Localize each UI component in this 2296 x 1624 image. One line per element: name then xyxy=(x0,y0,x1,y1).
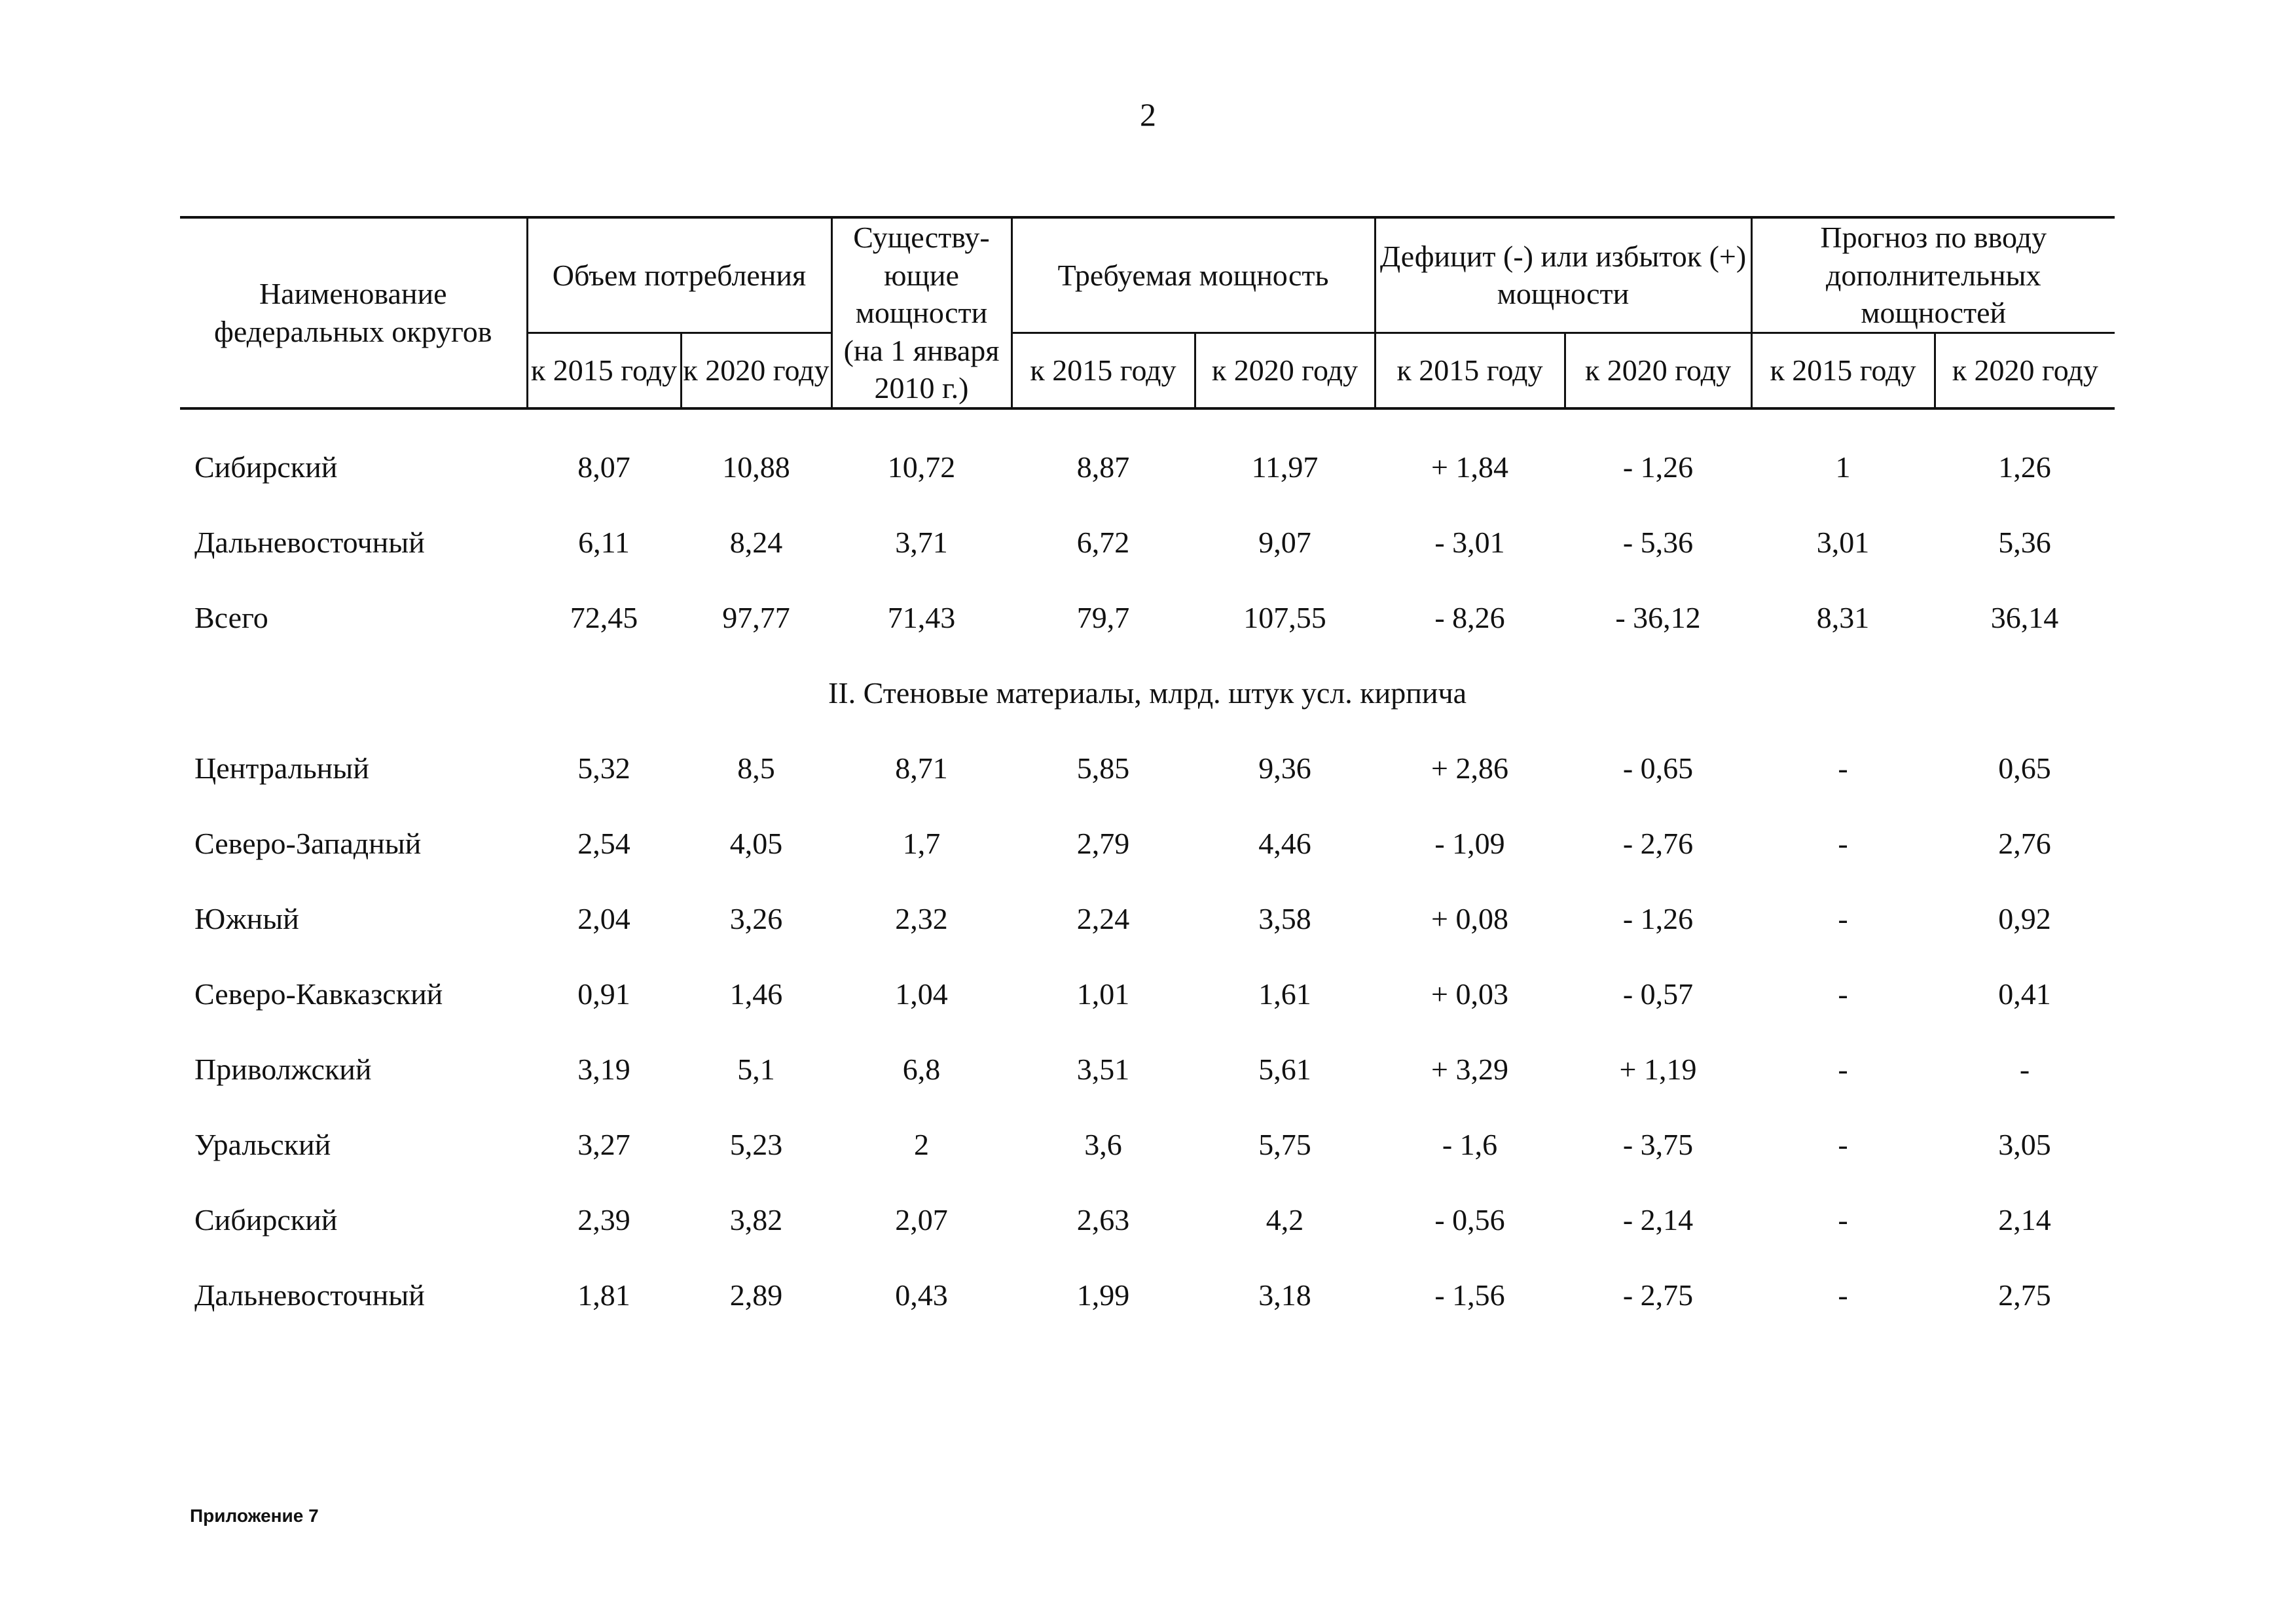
table-cell: 5,23 xyxy=(729,1127,783,1161)
table-cell: - 1,6 xyxy=(1442,1127,1498,1161)
table-cell: 2,24 xyxy=(1076,901,1130,935)
header-deficit-surplus: Дефицит (-) или избыток (+) мощности xyxy=(1375,217,1751,333)
table-cell: - 0,65 xyxy=(1622,751,1694,785)
table-cell: - 1,56 xyxy=(1434,1278,1505,1312)
table-cell: - xyxy=(1838,1052,1848,1086)
row-district-name: Сибирский xyxy=(194,450,338,484)
table-cell: 8,24 xyxy=(729,525,783,559)
header-forecast-2015: к 2015 году xyxy=(1751,333,1935,408)
table-cell: 0,65 xyxy=(1998,751,2051,785)
table-cell: - 1,26 xyxy=(1622,450,1694,484)
table-cell: 4,46 xyxy=(1258,826,1311,860)
header-volume-2015: к 2015 году xyxy=(527,333,681,408)
table-cell: + 3,29 xyxy=(1431,1052,1508,1086)
row-district-name: Северо-Кавказский xyxy=(194,977,443,1011)
table-cell: 8,71 xyxy=(895,751,948,785)
table-cell: 71,43 xyxy=(887,600,956,634)
table-cell: 5,1 xyxy=(737,1052,775,1086)
table-cell: 4,05 xyxy=(729,826,783,860)
table-row xyxy=(180,956,2115,1032)
table-cell: - 3,01 xyxy=(1434,525,1505,559)
table-cell: + 1,19 xyxy=(1619,1052,1697,1086)
table-cell: 9,36 xyxy=(1258,751,1311,785)
table-cell: 3,82 xyxy=(729,1202,783,1236)
page-number: 2 xyxy=(1140,96,1156,133)
capacity-table xyxy=(180,216,2115,1333)
table-row xyxy=(180,1032,2115,1107)
table-cell: - xyxy=(1838,977,1848,1011)
table-cell: 107,55 xyxy=(1243,600,1326,634)
header-required-capacity: Требуемая мощность xyxy=(1011,217,1375,333)
table-cell: 72,45 xyxy=(570,600,638,634)
table-cell: 3,18 xyxy=(1258,1278,1311,1312)
table-cell: 2,76 xyxy=(1998,826,2051,860)
table-cell: - 0,57 xyxy=(1622,977,1694,1011)
table-cell: 8,87 xyxy=(1076,450,1130,484)
table-cell: 5,85 xyxy=(1076,751,1130,785)
table-cell: 0,41 xyxy=(1998,977,2051,1011)
header-forecast-2020: к 2020 году xyxy=(1935,333,2115,408)
table-row xyxy=(180,580,2115,655)
table-cell: - xyxy=(2019,1052,2030,1086)
table-cell: 3,26 xyxy=(729,901,783,935)
table-body xyxy=(180,408,2115,1333)
table-cell: - xyxy=(1838,901,1848,935)
table-cell: 2,32 xyxy=(895,901,948,935)
table-row xyxy=(180,505,2115,580)
table-cell: - 8,26 xyxy=(1434,600,1505,634)
row-district-name: Центральный xyxy=(194,751,369,785)
table-cell: - xyxy=(1838,751,1848,785)
table-row xyxy=(180,1257,2115,1333)
table-cell: 6,72 xyxy=(1076,525,1130,559)
table-cell: 2 xyxy=(914,1127,929,1161)
table-cell: 1,04 xyxy=(895,977,948,1011)
section-title: II. Стеновые материалы, млрд. штук усл. кирпича xyxy=(828,676,1467,710)
row-district-name: Приволжский xyxy=(194,1052,372,1086)
table-cell: 1,61 xyxy=(1258,977,1311,1011)
table-cell: 2,63 xyxy=(1076,1202,1130,1236)
table-cell: 1,99 xyxy=(1076,1278,1130,1312)
table-cell: - 0,56 xyxy=(1434,1202,1505,1236)
table-cell: - 2,14 xyxy=(1622,1202,1694,1236)
table-cell: 2,07 xyxy=(895,1202,948,1236)
table-cell: - 1,09 xyxy=(1434,826,1505,860)
table-cell: 10,88 xyxy=(722,450,790,484)
appendix-label: Приложение 7 xyxy=(190,1506,319,1526)
table-cell: 6,8 xyxy=(902,1052,941,1086)
table-cell: + 0,03 xyxy=(1431,977,1508,1011)
header-deficit-2020: к 2020 году xyxy=(1565,333,1751,408)
table-cell: 3,01 xyxy=(1816,525,1870,559)
table-cell: + 2,86 xyxy=(1431,751,1508,785)
header-volume-2020: к 2020 году xyxy=(681,333,831,408)
table-cell: 8,5 xyxy=(737,751,775,785)
table-cell: 3,6 xyxy=(1084,1127,1122,1161)
table-cell: 79,7 xyxy=(1076,600,1130,634)
table-cell: - 3,75 xyxy=(1622,1127,1694,1161)
table-cell: 3,27 xyxy=(577,1127,630,1161)
row-district-name: Дальневосточный xyxy=(194,1278,425,1312)
table-cell: 2,54 xyxy=(577,826,630,860)
table-cell: - 2,75 xyxy=(1622,1278,1694,1312)
row-district-name: Северо-Западный xyxy=(194,826,422,860)
table-cell: 5,36 xyxy=(1998,525,2051,559)
header-district-name: Наименование федеральных округов xyxy=(180,217,527,408)
table-row xyxy=(180,1182,2115,1257)
table-cell: 36,14 xyxy=(1990,600,2059,634)
table-row xyxy=(180,806,2115,881)
table-cell: 0,43 xyxy=(895,1278,948,1312)
table-row xyxy=(180,1107,2115,1182)
table-cell: - xyxy=(1838,1127,1848,1161)
table-cell: 9,07 xyxy=(1258,525,1311,559)
table-cell: 11,97 xyxy=(1251,450,1319,484)
row-district-name: Южный xyxy=(194,901,299,935)
table-cell: 8,07 xyxy=(577,450,630,484)
table-row xyxy=(180,408,2115,505)
table-cell: 3,51 xyxy=(1076,1052,1130,1086)
table-row xyxy=(180,881,2115,956)
table-cell: 3,71 xyxy=(895,525,948,559)
table-cell: 2,79 xyxy=(1076,826,1130,860)
table-cell: - 36,12 xyxy=(1615,600,1701,634)
table-cell: - 1,26 xyxy=(1622,901,1694,935)
table-cell: + 1,84 xyxy=(1431,450,1508,484)
table-cell: 2,75 xyxy=(1998,1278,2051,1312)
table-cell: 1,7 xyxy=(902,826,941,860)
table-cell: 1,46 xyxy=(729,977,783,1011)
table-cell: 97,77 xyxy=(722,600,790,634)
table-cell: - xyxy=(1838,1202,1848,1236)
table-cell: 4,2 xyxy=(1266,1202,1304,1236)
table-cell: 1,26 xyxy=(1998,450,2051,484)
header-required-2020: к 2020 году xyxy=(1195,333,1375,408)
table-cell: 2,04 xyxy=(577,901,630,935)
table-cell: 8,31 xyxy=(1816,600,1870,634)
table-cell: 2,89 xyxy=(729,1278,783,1312)
table-cell: 0,92 xyxy=(1998,901,2051,935)
table-cell: 10,72 xyxy=(887,450,956,484)
header-required-2015: к 2015 году xyxy=(1011,333,1195,408)
header-existing-capacity: Существу-ющие мощности (на 1 января 2010 г.) xyxy=(831,217,1011,408)
table-cell: + 0,08 xyxy=(1431,901,1508,935)
table-cell: - 5,36 xyxy=(1622,525,1694,559)
table-cell: 6,11 xyxy=(578,525,630,559)
table-row xyxy=(180,731,2115,806)
row-district-name: Всего xyxy=(194,600,268,634)
table-cell: 2,39 xyxy=(577,1202,630,1236)
table-cell: 0,91 xyxy=(577,977,630,1011)
table-cell: 5,75 xyxy=(1258,1127,1311,1161)
section-row xyxy=(180,655,2115,731)
row-district-name: Дальневосточный xyxy=(194,525,425,559)
header-deficit-2015: к 2015 году xyxy=(1375,333,1565,408)
table-cell: - xyxy=(1838,826,1848,860)
row-district-name: Сибирский xyxy=(194,1202,338,1236)
table-cell: 3,58 xyxy=(1258,901,1311,935)
table-cell: 1 xyxy=(1835,450,1851,484)
table-cell: 3,19 xyxy=(577,1052,630,1086)
table-cell: 2,14 xyxy=(1998,1202,2051,1236)
row-district-name: Уральский xyxy=(194,1127,331,1161)
table-cell: - xyxy=(1838,1278,1848,1312)
table-cell: 5,61 xyxy=(1258,1052,1311,1086)
header-consumption-volume: Объем потребления xyxy=(527,217,831,333)
header-forecast: Прогноз по вводу дополнительных мощностей xyxy=(1751,217,2115,333)
table-cell: 1,01 xyxy=(1076,977,1130,1011)
table-cell: - 2,76 xyxy=(1622,826,1694,860)
table-cell: 3,05 xyxy=(1998,1127,2051,1161)
table-cell: 1,81 xyxy=(577,1278,630,1312)
table-cell: 5,32 xyxy=(577,751,630,785)
